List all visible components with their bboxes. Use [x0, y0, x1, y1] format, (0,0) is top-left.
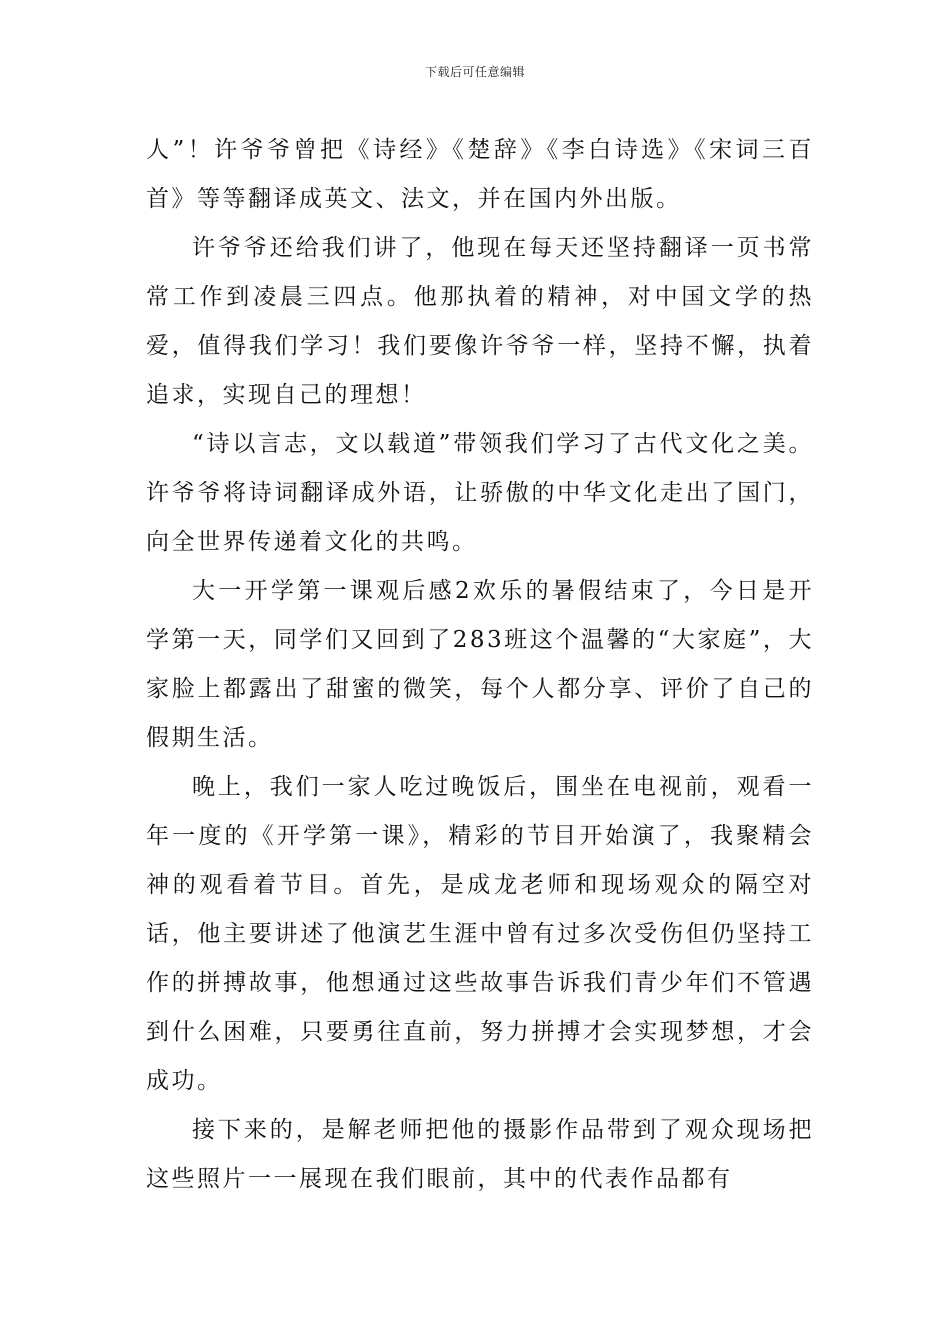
header-note: 下载后可任意编辑 — [424, 65, 525, 79]
paragraph-6: 接下来的，是解老师把他的摄影作品带到了观众现场把这些照片一一展现在我们眼前，其中的代表作品都有 — [146, 1117, 814, 1192]
document-body — [146, 126, 814, 1204]
paragraph-3: “诗以言志，文以载道”带领我们学习了古代文化之美。许爷爷将诗词翻译成外语，让骄傲的中华文化走出了国门，向全世界传递着文化的共鸣。 — [146, 431, 814, 555]
paragraph-5: 晚上，我们一家人吃过晚饭后，围坐在电视前，观看一年一度的《开学第一课》，精彩的节目开始演了，我聚精会神的观看着节目。首先，是成龙老师和现场观众的隔空对话，他主要讲述了他演艺生涯中曾有过多次受伤但仍坚持工作的拼搏故事，他想通过这些故事告诉我们青少年们不管遇到什么困难，只要勇往直前，努力拼搏才会实现梦想，才会成功。 — [146, 774, 814, 1094]
paragraph-1: 人”！许爷爷曾把《诗经》《楚辞》《李白诗选》《宋词三百首》等等翻译成英文、法文，并在国内外出版。 — [146, 137, 814, 212]
paragraph-4: 大一开学第一课观后感2欢乐的暑假结束了，今日是开学第一天，同学们又回到了283班这个温馨的“大家庭”，大家脸上都露出了甜蜜的微笑，每个人都分享、评价了自己的假期生活。 — [146, 578, 814, 751]
paragraph-2: 许爷爷还给我们讲了，他现在每天还坚持翻译一页书常常工作到凌晨三四点。他那执着的精神，对中国文学的热爱，值得我们学习！我们要像许爷爷一样，坚持不懈，执着追求，实现自己的理想！ — [146, 235, 814, 408]
